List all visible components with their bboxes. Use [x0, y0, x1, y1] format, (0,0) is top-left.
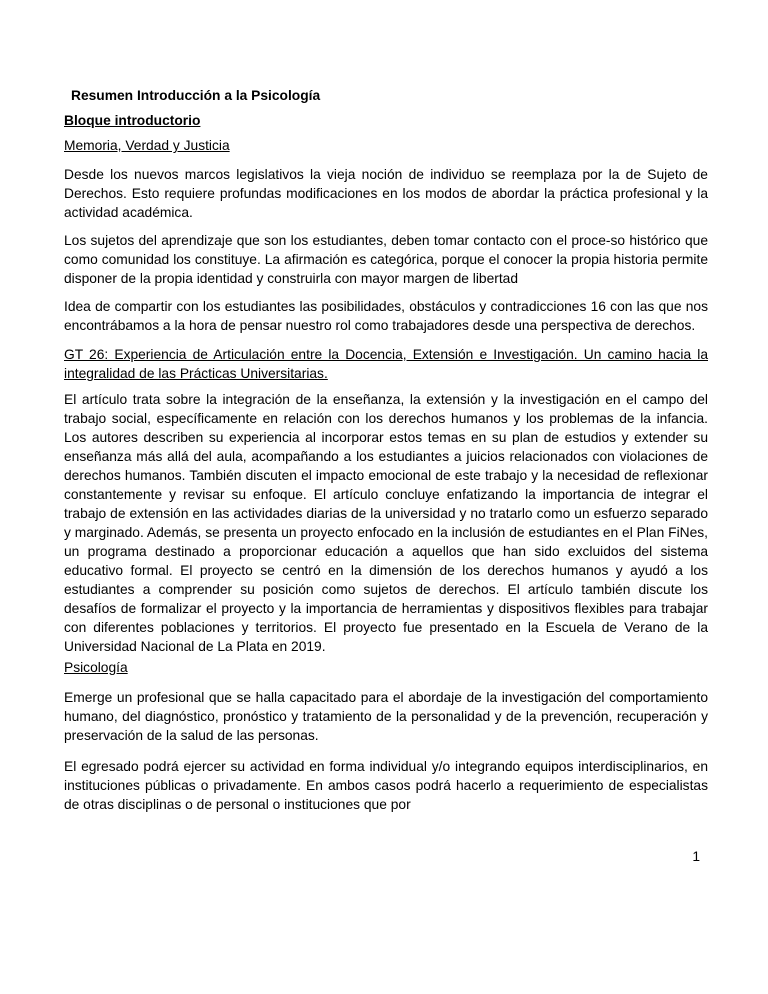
paragraph-idea-de-compartir: Idea de compartir con los estudiantes las posibilidades, obstáculos y contradicciones 16 con las que nos encontrábamos a la hora de pensar nuestro rol como trabajadores desde una perspectiva de derechos.: [64, 299, 708, 333]
paragraph-articulo-integracion: El artículo trata sobre la integración de la enseñanza, la extensión y la investigación en el campo del trabajo social, específicamente en relación con los derechos humanos y los problemas de la infancia. Los autores describen su experiencia al incorporar estos temas en su plan de estudios y extender su enseñanza más allá del aula, acompañando a los estudiantes a juicios relacionados con violaciones de derechos humanos. También discuten el impacto emocional de este trabajo y la necesidad de reflexionar constantemente y revisar su enfoque. El artículo concluye enfatizando la importancia de integrar el trabajo de extensión en las actividades diarias de la universidad y no tratarlo como un esfuerzo separado y marginado. Además, se presenta un proyecto enfocado en la inclusión de estudiantes en el Plan FiNes, un programa destinado a proporcionar educación a aquellos que han sido excluidos del sistema educativo formal. El proyecto se centró en la dimensión de los derechos humanos y ayudó a los estudiantes a comprender su posición como sujetos de derechos. El artículo también discute los desafíos de formalizar el proyecto y la importancia de herramientas y dispositivos flexibles para trabajar con diferentes poblaciones y territorios. El proyecto fue presentado en la Escuela de Verano de la Universidad Nacional de La Plata en 2019.: [64, 392, 708, 654]
paragraph-sujetos-del-aprendizaje: Los sujetos del aprendizaje que son los estudiantes, deben tomar contacto con el proce-so histórico que como comunidad los constituye. La afirmación es categórica, porque el conocer la propia historia permite disponer de la propia identidad y construirla con mayor margen de libertad: [64, 233, 708, 286]
document-title: Resumen Introducción a la Psicología: [71, 88, 321, 103]
section-heading-gt26: GT 26: Experiencia de Articulación entre la Docencia, Extensión e Investigación. Un camino hacia la integralidad de las Prácticas Universitarias.: [64, 347, 708, 381]
paragraph-egresado: El egresado podrá ejercer su actividad en forma individual y/o integrando equipos interdisciplinarios, en instituciones públicas o privadamente. En ambos casos podrá hacerlo a requerimiento de especialistas de otras disciplinas o de personal o instituciones que por: [64, 759, 708, 812]
page-number: 1: [692, 849, 700, 864]
section-heading-bloque-introductorio: Bloque introductorio: [64, 113, 201, 128]
paragraph-desde-marcos-legislativos: Desde los nuevos marcos legislativos la vieja noción de individuo se reemplaza por la de Sujeto de Derechos. Esto requiere profundas modificaciones en los modos de abordar la práctica profesional y la actividad académica.: [64, 167, 708, 220]
section-heading-psicologia: Psicología: [64, 660, 128, 675]
section-heading-memoria-verdad-justicia: Memoria, Verdad y Justicia: [64, 138, 230, 153]
paragraph-emerge-profesional: Emerge un profesional que se halla capacitado para el abordaje de la investigación del comportamiento humano, del diagnóstico, pronóstico y tratamiento de la personalidad y de la prevención, recuperación y preservación de la salud de las personas.: [64, 690, 708, 743]
